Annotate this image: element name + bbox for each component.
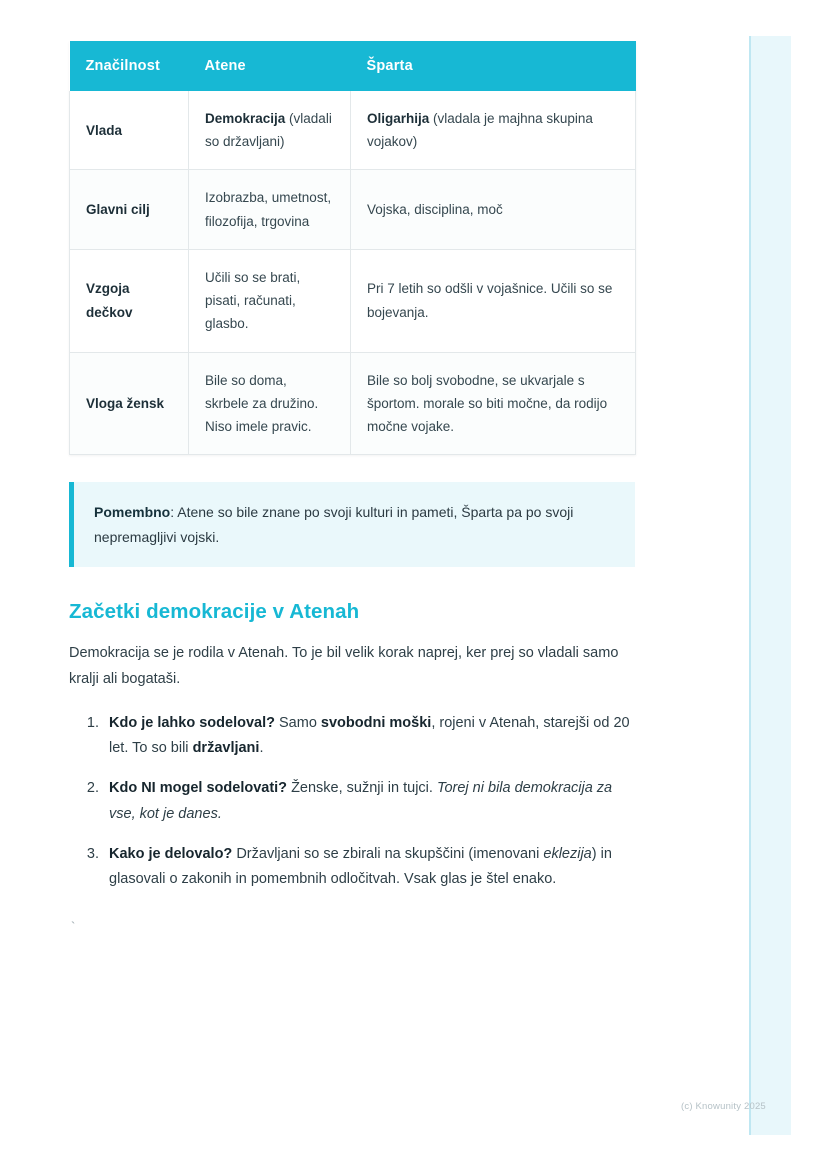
table-header-cell-feature: Značilnost — [70, 41, 189, 91]
table-row — [70, 91, 636, 170]
cell-text: Vojska, disciplina, moč — [367, 202, 503, 218]
list-item-text: Državljani so se zbirali na skupščini (imenovani — [232, 845, 544, 862]
table-cell-sparta — [351, 91, 636, 170]
table-row — [70, 352, 636, 455]
cell-text: Bile so bolj svobodne, se ukvarjale s športom. morale so biti močne, da rodijo močne vojake. — [367, 372, 608, 434]
table-cell-athens — [189, 352, 351, 455]
list-item — [103, 776, 635, 828]
footer-credit: (c) Knowunity 2025 — [681, 1101, 766, 1112]
important-callout — [69, 482, 635, 567]
cell-strong-text: Oligarhija — [367, 111, 430, 126]
table-cell-athens — [189, 91, 351, 170]
cell-text: Pri 7 letih so odšli v vojašnice. Učili so se bojevanja. — [367, 281, 613, 320]
list-item-text: Ženske, sužnji in tujci. — [287, 780, 437, 797]
table-cell-feature: Vloga žensk — [70, 352, 189, 455]
table-cell-feature: Vlada — [70, 91, 189, 170]
stray-tick-mark: ` — [71, 919, 76, 935]
table-cell-sparta — [351, 249, 636, 352]
callout-label: Pomembno — [94, 504, 171, 521]
document-content — [69, 41, 635, 934]
list-item-text: , rojeni v Atenah, starejši od 20 let. To so bili — [109, 714, 630, 757]
table-cell-feature: Glavni cilj — [70, 170, 189, 249]
table-cell-feature: Vzgoja dečkov — [70, 249, 189, 352]
list-item-italic: Torej ni bila demokracija za vse, kot je danes. — [109, 780, 613, 822]
cell-text: Učili so se brati, pisati, računati, glasbo. — [205, 269, 301, 332]
table-cell-athens — [189, 249, 351, 352]
table-cell-sparta — [351, 352, 636, 455]
table-cell-athens — [189, 170, 351, 249]
list-item — [103, 711, 635, 763]
cell-text: Izobrazba, umetnost, filozofija, trgovina — [205, 190, 332, 229]
list-item-strong: svobodni moški — [320, 714, 432, 731]
callout-text: : Atene so bile znane po svoji kulturi in pameti, Šparta pa po svoji nepremagljivi vojski. — [94, 504, 574, 545]
list-item-text: ) in glasovali o zakonih in pomembnih odločitvah. Vsak glas je štel enako. — [109, 845, 612, 888]
list-item-italic: eklezija — [543, 845, 592, 862]
cell-text: (vladali so državljani) — [205, 111, 332, 150]
cell-strong-text: Demokracija — [205, 111, 286, 126]
section-intro-paragraph: Demokracija se je rodila v Atenah. To je bil velik korak naprej, ker prej so vladali samo kralji ali bogataši. — [69, 644, 619, 687]
comparison-table — [69, 41, 636, 455]
right-side-strip — [749, 36, 791, 1135]
table-row — [70, 170, 636, 249]
list-item-question: Kdo je lahko sodeloval? — [109, 714, 275, 731]
cell-text: (vladala je majhna skupina vojakov) — [367, 111, 593, 150]
list-item-text: Samo — [274, 714, 321, 731]
table-row — [70, 249, 636, 352]
table-header-row — [70, 41, 636, 91]
list-item-text: . — [259, 740, 264, 757]
list-item-question: Kako je delovalo? — [109, 845, 233, 862]
list-item-strong: državljani — [192, 740, 260, 757]
list-item — [103, 842, 635, 894]
numbered-list — [69, 711, 635, 894]
list-item-question: Kdo NI mogel sodelovati? — [109, 780, 288, 797]
section-heading: Začetki demokracije v Atenah — [69, 599, 360, 623]
right-side-divider — [749, 36, 751, 1135]
table-cell-sparta — [351, 170, 636, 249]
table-header-cell-athens: Atene — [189, 41, 351, 91]
cell-text: Bile so doma, skrbele za družino. Niso imele pravic. — [205, 372, 319, 434]
table-header-cell-sparta: Šparta — [351, 41, 636, 91]
